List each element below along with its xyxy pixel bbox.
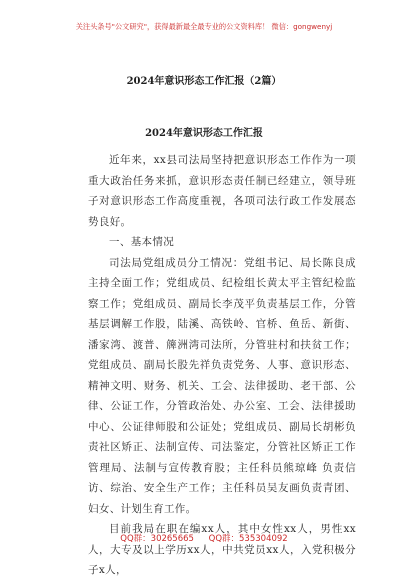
- body-paragraph: 司法局党组成员分工情况：党组书记、局长陈良成主持全面工作；党组成员、纪检组长黄太平主管纪检监察工作；党组成员、副局长李茂平负责基层工作，分管基层调解工作股，陆溪、高铁岭、官桥、鱼岳、新街、潘家湾、渡普、簰洲湾司法所，分管驻村和扶贫工作；党组成员、副局长股先祥负责党务、人事、意识形态、精神文明、财务、机关、工会、法律援助、老干部、公律、公证工作，分管政治处、办公室、工会、法律援助中心、公证律师股和公证处；党组成员、副局长胡彬负责社区矫正、法制宣传、司法鉴定，分管社区矫正工作管理局、法制与宣传教育股；主任科员熊琼峰 负责信访、综治、安全生产工作；主任科员吴友画负责青团、妇女、计划生育工作。: [88, 256, 356, 515]
- body-paragraph: 近年来，xx县司法局坚持把意识形态工作作为一项重大政治任务来抓，意识形态责任制已经建立，领导班子对意识形态工作高度重视，各项司法行政工作发展态势良好。: [88, 154, 356, 228]
- body-paragraph: 目前我局在职在编xx人，其中女性xx人，男性xx人，大专及以上学历xx人，中共党员xx人，入党积极分子x人，: [88, 523, 356, 576]
- subsection-heading: 一、基本情况: [109, 236, 175, 248]
- qq-group-footer: QQ群：30265665 QQ群：535304092: [120, 534, 288, 544]
- document-body: [88, 150, 356, 581]
- promo-banner: 关注头条号"公文研究"，获得最新最全最专业的公文资料库！ 微信：gongwenyj: [75, 22, 333, 31]
- document-title: 2024年意识形态工作汇报（2篇）: [126, 76, 282, 87]
- section-title: 2024年意识形态工作汇报: [145, 128, 263, 139]
